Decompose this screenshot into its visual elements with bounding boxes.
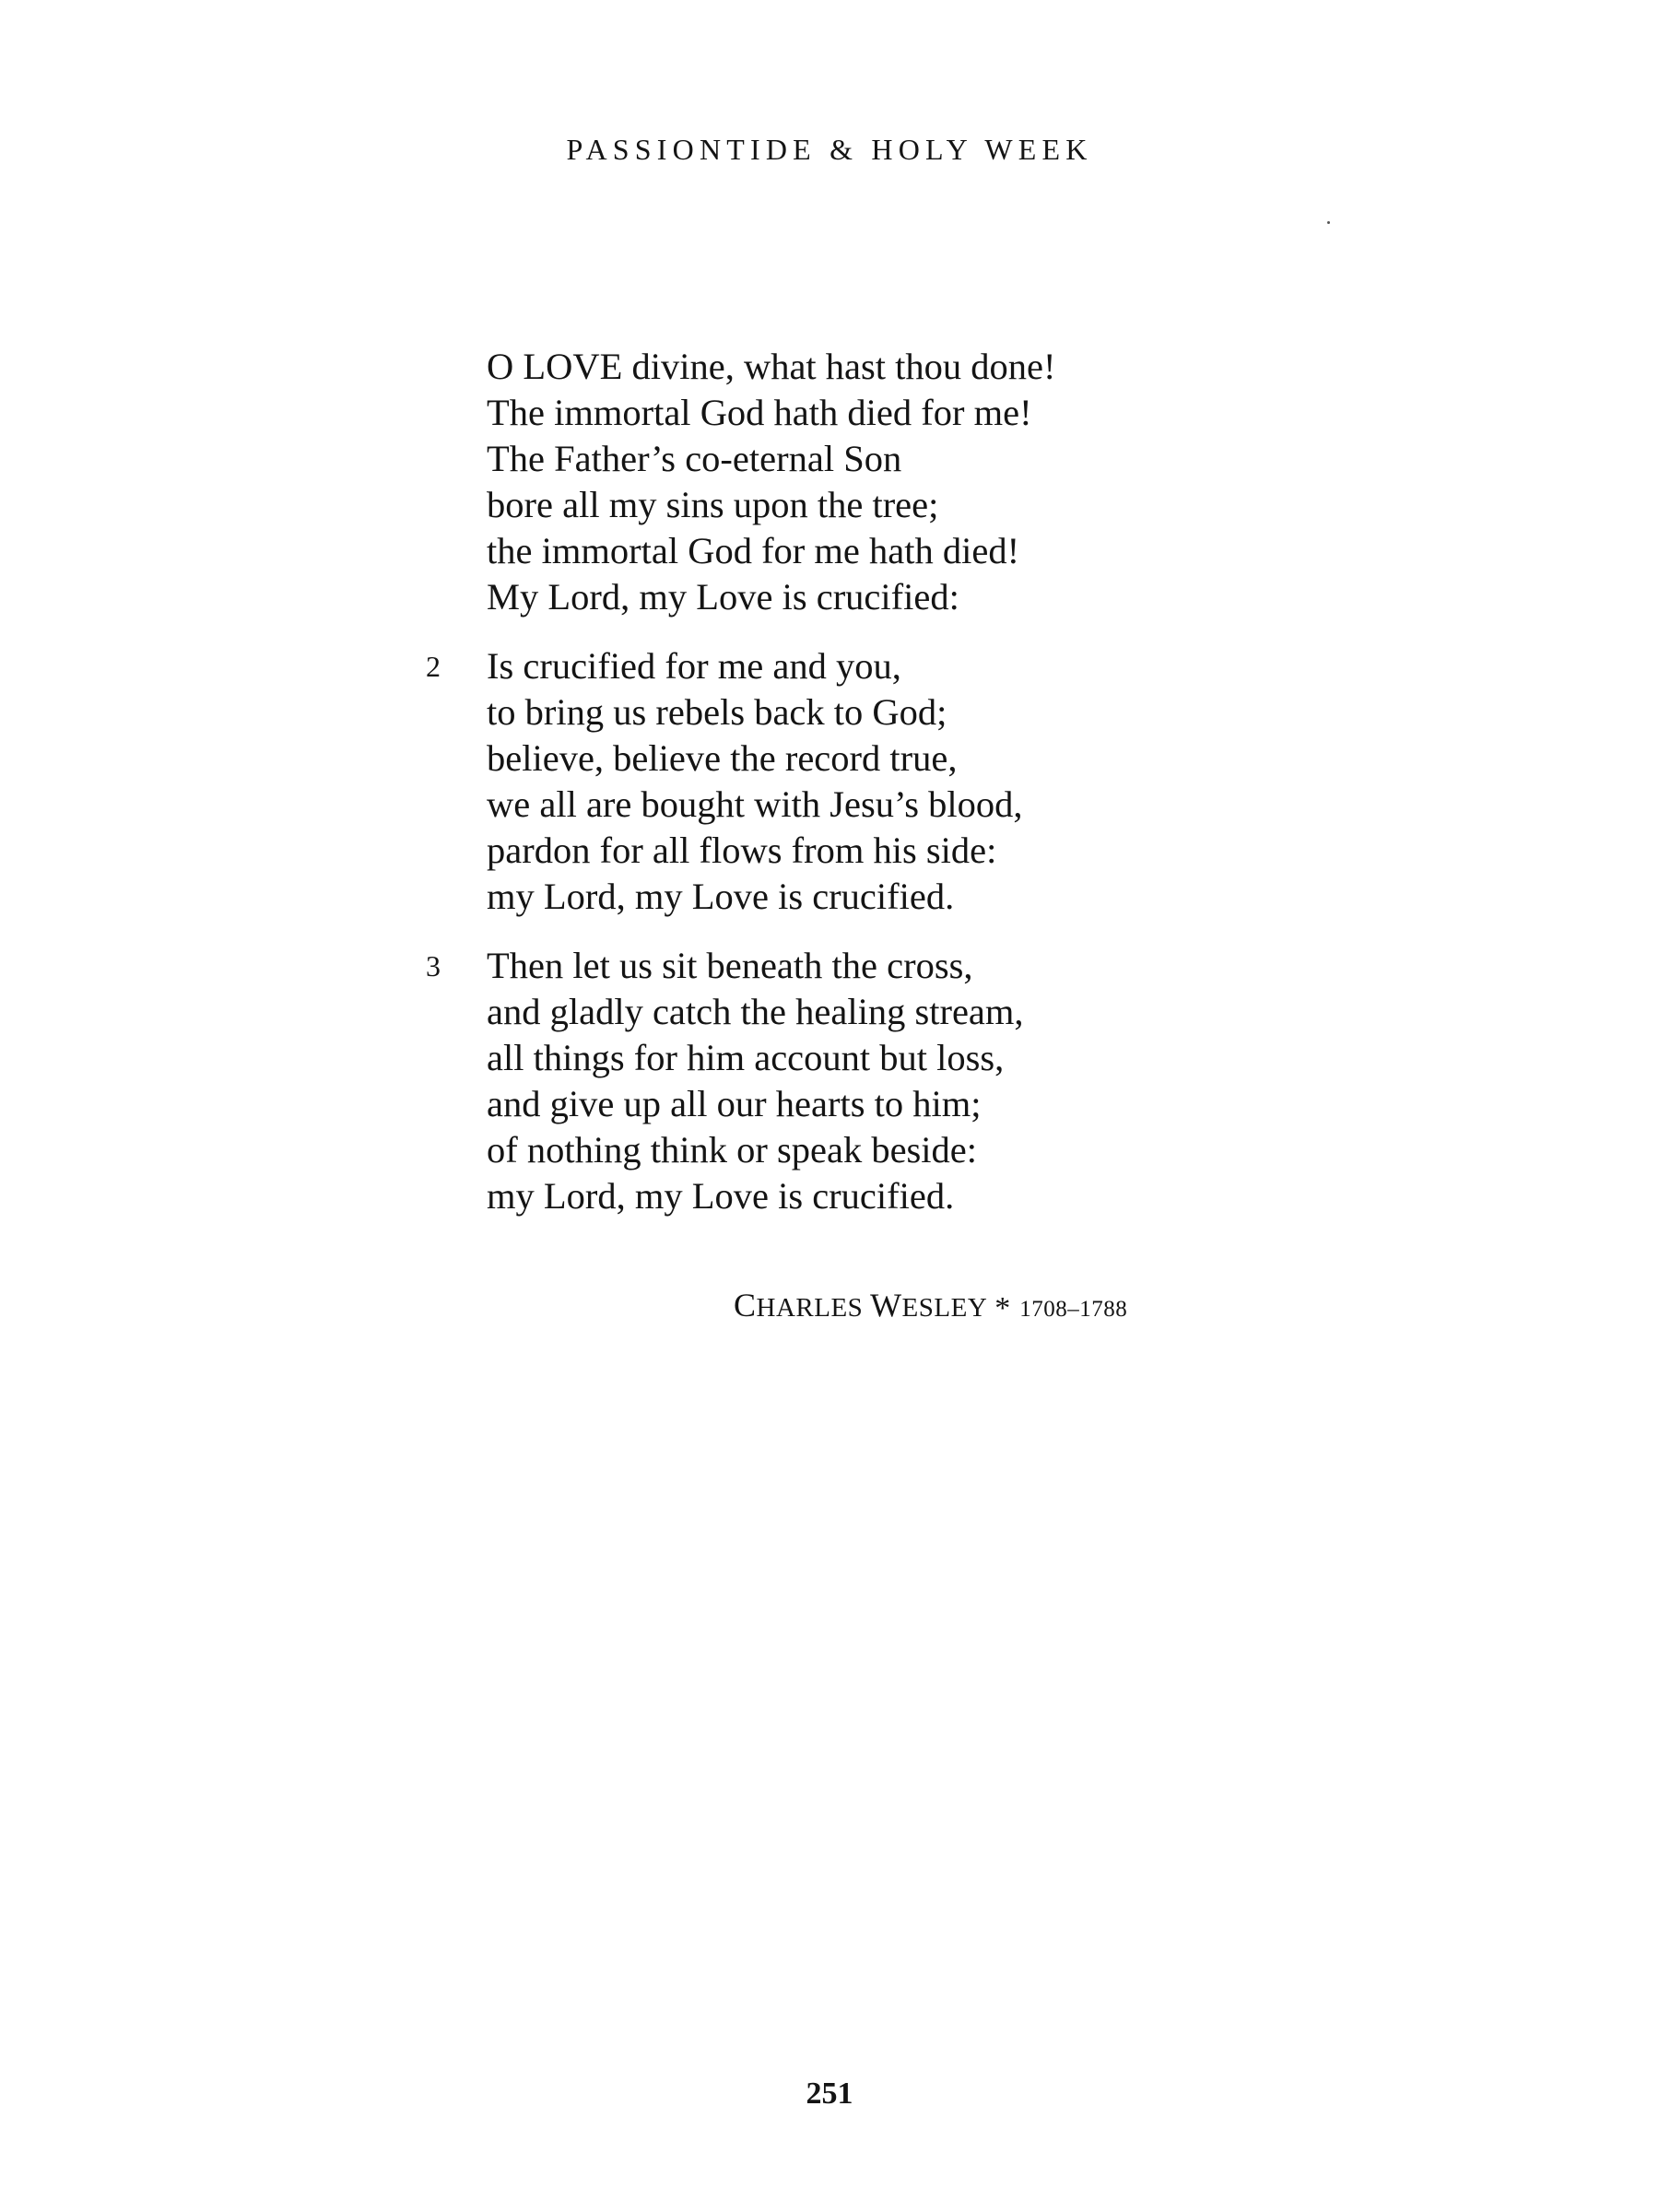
author-dates: 1708–1788 xyxy=(1019,1297,1128,1322)
hymn-attribution xyxy=(734,1287,1127,1331)
author-last-initial: W xyxy=(870,1287,902,1324)
verse-line: we all are bought with Jesu’s blood, xyxy=(487,783,1023,825)
author-first-initial: C xyxy=(734,1287,757,1324)
verse-line: My Lord, my Love is crucified: xyxy=(487,576,959,618)
verse-3 xyxy=(426,943,1024,1219)
verse-line: The Father’s co-eternal Son xyxy=(487,438,902,479)
verse-line: and gladly catch the healing stream, xyxy=(487,991,1024,1032)
verse-line: the immortal God for me hath died! xyxy=(487,530,1020,571)
verse-line: bore all my sins upon the tree; xyxy=(487,484,939,525)
author-first-rest: HARLES xyxy=(756,1293,864,1323)
alteration-marker: * xyxy=(994,1291,1011,1325)
verse-line: pardon for all flows from his side: xyxy=(487,830,997,871)
verse-line: of nothing think or speak beside: xyxy=(487,1129,978,1171)
verse-number: 2 xyxy=(426,650,441,683)
verse-line: O LOVE divine, what hast thou done! xyxy=(487,346,1056,387)
author-last-rest: ESLEY xyxy=(901,1293,988,1323)
verse-line: Is crucified for me and you, xyxy=(487,645,901,687)
verse-line: all things for him account but loss, xyxy=(487,1037,1005,1078)
verse-line: and give up all our hearts to him; xyxy=(487,1083,982,1124)
verse-line: Then let us sit beneath the cross, xyxy=(487,945,973,986)
verse-line: my Lord, my Love is crucified. xyxy=(487,1175,955,1217)
verse-2 xyxy=(426,643,1023,920)
verse-number: 3 xyxy=(426,949,441,982)
verse-1 xyxy=(487,344,1056,620)
stray-mark xyxy=(1327,221,1330,224)
author-name xyxy=(734,1287,988,1324)
verse-line: to bring us rebels back to God; xyxy=(487,691,947,733)
page-number: 251 xyxy=(806,2077,853,2111)
verse-line: The immortal God hath died for me! xyxy=(487,392,1032,433)
verse-line: my Lord, my Love is crucified. xyxy=(487,876,955,917)
running-head: PASSIONTIDE & HOLY WEEK xyxy=(566,133,1093,166)
verse-line: believe, believe the record true, xyxy=(487,737,958,779)
